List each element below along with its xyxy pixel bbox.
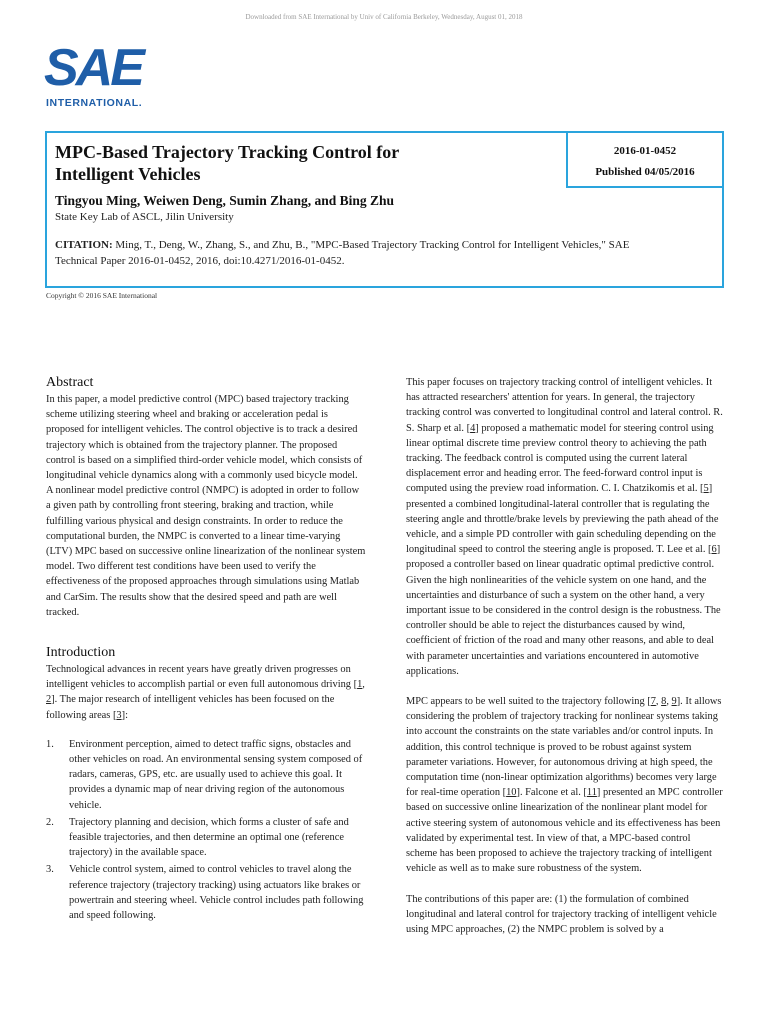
logo-wordmark: SAE (44, 39, 142, 97)
right-paragraph-1 (406, 375, 724, 679)
text-run: This paper focuses on trajectory tracking control of intelligent vehicles. It has attracted researchers' attention for years. In general, the trajectory tracking control was converted to longitudinal control and lateral control. R. S. Sharp et al. [ (406, 377, 723, 434)
reference-link-5[interactable]: 5 (703, 483, 709, 495)
citation-text: Ming, T., Deng, W., Zhang, S., and Zhu, B., "MPC-Based Trajectory Tracking Control for Intelligent Vehicles," SAE Technical Paper 2016-01-0452, 2016, doi:10.4271/2016-01-0452. (55, 239, 630, 267)
header-divider-horizontal (566, 186, 722, 188)
sae-logo[interactable] (44, 39, 156, 110)
paper-title: MPC-Based Trajectory Tracking Control for Intelligent Vehicles (55, 142, 399, 184)
right-paragraph-2 (406, 694, 724, 876)
left-column (46, 374, 366, 925)
text-run: ] presented an MPC controller based on successive online linearization of the nonlinear plant model for active steering system of autonomous vehicle and its effectiveness has been validated by experimental test. In view of that, a MPC-based control scheme has been proposed to achieve the trajectory tracking of intelligent vehicle as well as to make sure robustness of the system. (406, 787, 723, 875)
reference-link-10[interactable]: 10 (506, 787, 517, 799)
list-number: 3. (46, 864, 54, 876)
introduction-paragraph (46, 662, 366, 723)
citation (55, 237, 655, 269)
research-areas-list (46, 737, 366, 923)
list-item (46, 815, 366, 861)
list-number: 2. (46, 816, 54, 828)
abstract-body: In this paper, a model predictive control (MPC) based trajectory tracking scheme utilizing steering wheel and braking or acceleration pedal is proposed for intelligent vehicles. The control objective is to track a desired trajectory which is obtained from the trajectory planner. The proposed control is based on a simplified third-order vehicle model, which consists of longitudinal vehicle dynamics along with a commonly used bicycle model. A nonlinear model predictive control (NMPC) is adopted in order to follow a given path by controlling front steering, braking and traction, while fulfilling various physical and design constraints. In order to reduce the computational burden, the NMPC is converted to a linear time-varying (LTV) MPC based on successive online linearization of the nonlinear system model. Two different test conditions have been used to verify the effectiveness of the proposed approaches through simulations using Matlab and CarSim. The results show that the desired speed and path are well tracked. (46, 394, 366, 618)
download-note: Downloaded from SAE International by Univ of California Berkeley, Wednesday, August 01, 2018 (245, 13, 523, 21)
paper-header-box (45, 131, 724, 288)
text-run: , (666, 696, 672, 708)
list-item (46, 862, 366, 923)
list-text: Vehicle control system, aimed to control vehicles to travel along the reference trajectory (trajectory tracking) using actuators like brakes or powertrain and steering wheel. Vehicle control includes path following and speed following. (69, 864, 364, 922)
logo-subtitle: INTERNATIONAL. (46, 97, 143, 109)
paper-number: 2016-01-0452 (613, 145, 677, 157)
right-column (406, 375, 724, 937)
text-run: ]. The major research of intelligent vehicles has been focused on the following areas [ (46, 694, 335, 721)
right-paragraph-3: The contributions of this paper are: (1) the formulation of combined longitudinal and lateral control for trajectory tracking of intelligent vehicle using MPC approaches, (2) the NMPC problem is solved by a (406, 893, 717, 935)
list-number: 1. (46, 738, 54, 750)
introduction-heading: Introduction (46, 645, 116, 661)
text-run: ]. It allows considering the problem of trajectory tracking for nonlinear systems taking into account the constraints on the state variables and/or control inputs. In addition, this control technique is proved to be robust against system parameter variations. However, for autonomous driving at high speed, the computation time (non-linear optimization algorithms) becomes very large for real-time operation [ (406, 696, 722, 799)
reference-link-7[interactable]: 7 (650, 696, 656, 708)
copyright: Copyright © 2016 SAE International (46, 291, 158, 300)
text-run: MPC appears to be well suited to the trajectory following [ (406, 696, 651, 708)
list-text: Trajectory planning and decision, which forms a cluster of safe and feasible trajectories, and then determine an optimal one (reference trajectory) in the available space. (69, 816, 349, 859)
text-run: , (362, 679, 365, 691)
list-text: Environment perception, aimed to detect traffic signs, obstacles and other vehicles on road. An environmental sensing system composed of radars, cameras, GPS, etc. are usually used to achieve this goal. It provides a dynamic map of near driving region of the autonomous vehicle. (69, 738, 363, 811)
text-run: ] proposed a mathematic model for steering control using linear optimal discrete time preview control theory to achieving the path tracking. The feedback control is computed using the current lateral displacement error and heading error. The feed-forward control input is computed using the preview road information. C. I. Chatzikomis et al. [ (406, 422, 714, 495)
reference-link-8[interactable]: 8 (661, 696, 667, 708)
text-run: ]. Falcone et al. [ (516, 787, 587, 799)
text-run: ] presented a combined longitudinal-lateral controller that is regulating the steering angle and throttle/brake levels by previewing the path ahead of the vehicle, and a simple PD controller with gain scheduling depending on the longitudinal speed to control the steering angle is proposed. T. Lee et al. [ (406, 483, 719, 556)
reference-link-1[interactable]: 1 (357, 679, 363, 691)
reference-link-2[interactable]: 2 (46, 694, 52, 706)
authors: Tingyou Ming, Weiwen Deng, Sumin Zhang, and Bing Zhu (55, 193, 394, 208)
reference-link-6[interactable]: 6 (711, 544, 717, 556)
affiliation: State Key Lab of ASCL, Jilin University (55, 211, 234, 223)
published-date: Published 04/05/2016 (595, 166, 695, 178)
text-run: , (655, 696, 662, 708)
reference-link-11[interactable]: 11 (586, 787, 597, 799)
abstract-heading: Abstract (46, 375, 94, 390)
text-run: Technological advances in recent years have greatly driven progresses on intelligent vehicles to accomplish partial or even full autonomous driving [ (46, 664, 358, 691)
citation-label: CITATION: (55, 239, 113, 251)
header-divider-vertical (566, 133, 568, 188)
reference-link-3[interactable]: 3 (116, 709, 122, 721)
reference-link-9[interactable]: 9 (671, 696, 677, 708)
list-item (46, 737, 366, 813)
reference-link-4[interactable]: 4 (470, 422, 476, 434)
text-run: ]: (121, 709, 128, 721)
text-run: ] proposed a controller based on linear quadratic optimal predictive control. Given the high nonlinearities of the vehicle system on one hand, and the uncertainties and disturbance of such a system on the other hand, a very important issue to be considered in the control design is the robustness. The controller should be able to reject the disturbances caused by wind, coefficient of friction of the road and many other reasons, and able to deal with parameter uncertainties and variations encountered in automotive applications. (406, 544, 721, 677)
